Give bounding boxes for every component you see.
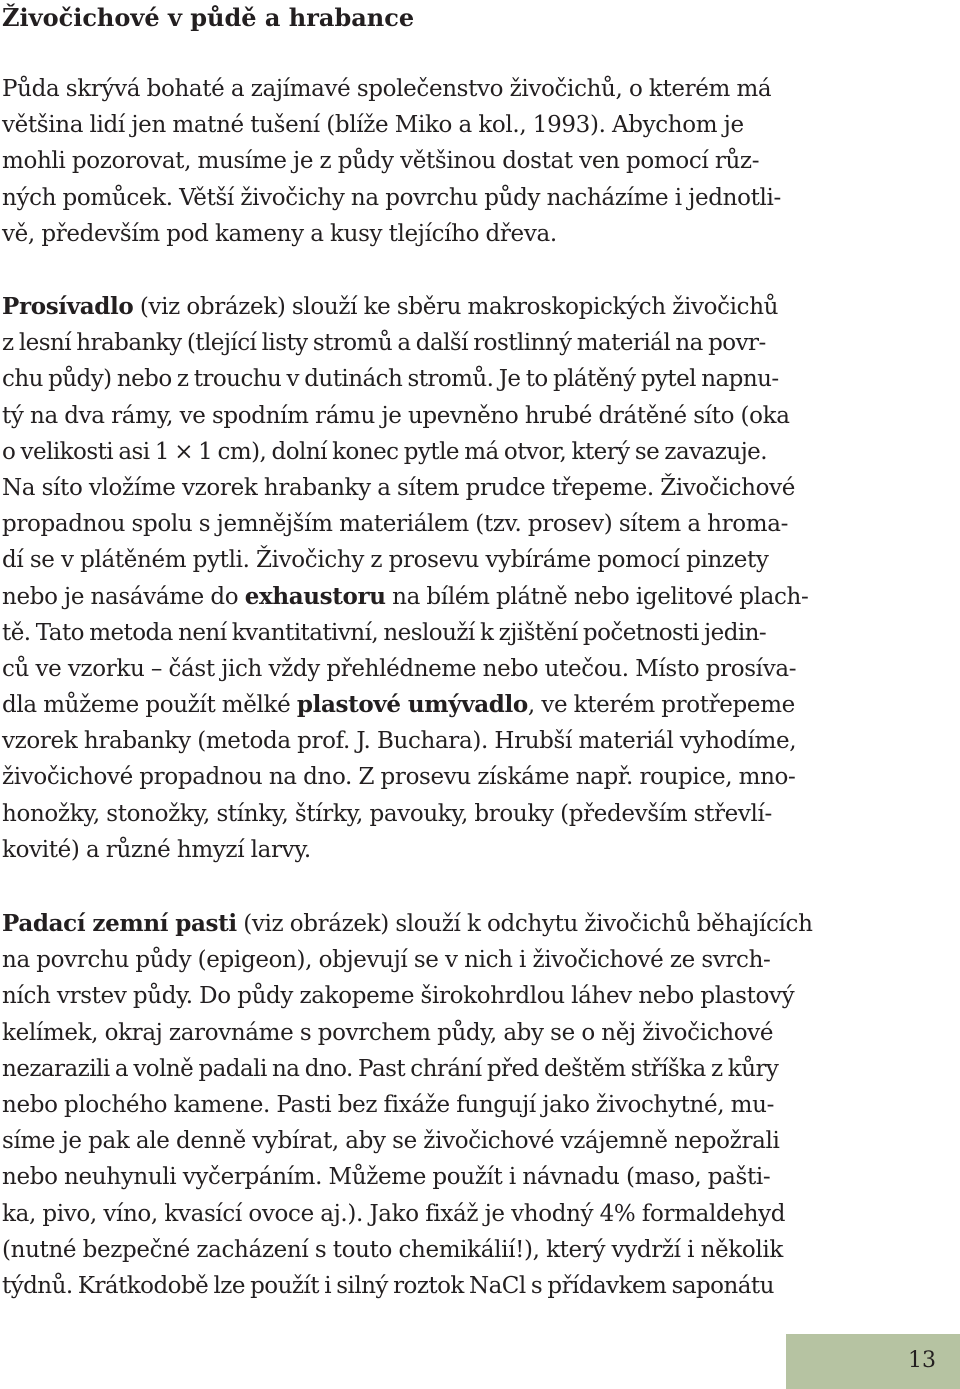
text-line: o velikosti asi 1 × 1 cm), dolní konec pytle má otvor, který se zavazuje.	[2, 438, 767, 465]
text-run: , ve kterém protřepeme	[527, 692, 795, 719]
paragraph-prosivadlo	[2, 289, 808, 868]
text-line: z lesní hrabanky (tlející listy stromů a další rostlinný materiál na povr-	[2, 330, 766, 357]
text-line: síme je pak ale denně vybírat, aby se živočichové vzájemně nepožrali	[2, 1128, 780, 1155]
text-line: honožky, stonožky, stínky, štírky, pavouky, brouky (především střevlí-	[2, 800, 772, 827]
text-line: dí se v plátěném pytli. Živočichy z prosevu vybíráme pomocí pinzety	[2, 547, 769, 574]
text-line: většina lidí jen matné tušení (blíže Miko a kol., 1993). Abychom je	[2, 112, 744, 139]
term-plastove-umyvadlo: plastové umývadlo	[296, 691, 528, 719]
text-line: na povrchu půdy (epigeon), objevují se v nich i živočichové ze svrch-	[2, 947, 771, 974]
text-line: ních vrstev půdy. Do půdy zakopeme širokohrdlou láhev nebo plastový	[2, 983, 795, 1010]
page-heading: Živočichové v půdě a hrabance	[2, 3, 415, 32]
text-line: živočichové propadnou na dno. Z prosevu získáme např. roupice, mno-	[2, 764, 796, 791]
text-line: ných pomůcek. Větší živočichy na povrchu půdy nacházíme i jednotli-	[2, 184, 781, 211]
text-line: nebo neuhynuli vyčerpáním. Můžeme použít i návnadu (maso, pašti-	[2, 1164, 771, 1191]
text-line: nezarazili a volně padali na dno. Past chrání před deštěm stříška z kůry	[2, 1055, 779, 1082]
text-line: (nutné bezpečné zacházení s touto chemikálií!), který vydrží i několik	[2, 1236, 783, 1263]
text-line: propadnou spolu s jemnějším materiálem (tzv. prosev) sítem a hroma-	[2, 511, 789, 538]
term-exhaustor: exhaustoru	[244, 582, 386, 610]
text-line: týdnů. Krátkodobě lze použít i silný roztok NaCl s přídavkem saponátu	[2, 1272, 774, 1299]
text-run: na bílém plátně nebo igelitové plach-	[385, 583, 809, 610]
text-line	[2, 687, 808, 723]
text-run: dla můžeme použít mělké	[2, 692, 297, 719]
term-prosivadlo: Prosívadlo	[2, 293, 134, 320]
page-number-box	[786, 1334, 960, 1389]
paragraph-intro	[2, 71, 781, 252]
text-line: nebo plochého kamene. Pasti bez fixáže fungují jako živochytné, mu-	[2, 1091, 774, 1118]
paragraph-padaci-pasti	[2, 906, 813, 1304]
text-line: vzorek hrabanky (metoda prof. J. Buchara). Hrubší materiál vyhodíme,	[2, 728, 797, 755]
text-line: ka, pivo, víno, kvasící ovoce aj.). Jako fixáž je vhodný 4% formaldehyd	[2, 1200, 786, 1227]
text-line	[2, 289, 808, 325]
term-padaci-zemni-pasti: Padací zemní pasti	[2, 910, 237, 937]
text-line	[2, 906, 813, 942]
text-line: ců ve vzorku – část jich vždy přehlédneme nebo utečou. Místo prosíva-	[2, 655, 797, 682]
text-line: chu půdy) nebo z trouchu v dutinách stromů. Je to plátěný pytel napnu-	[2, 366, 779, 393]
text-line: kelímek, okraj zarovnáme s povrchem půdy, aby se o něj živočichové	[2, 1019, 774, 1046]
page-number: 13	[908, 1348, 936, 1373]
text-run: (viz obrázek) slouží ke sběru makroskopických živočichů	[133, 294, 779, 320]
text-line: mohli pozorovat, musíme je z půdy většinou dostat ven pomocí růz-	[2, 148, 760, 175]
text-line: kovité) a různé hmyzí larvy.	[2, 836, 311, 863]
text-run: nebo je nasáváme do	[2, 583, 245, 610]
text-line	[2, 579, 808, 615]
text-run: (viz obrázek) slouží k odchytu živočichů běhajících	[236, 911, 813, 937]
text-line: Na síto vložíme vzorek hrabanky a sítem prudce třepeme. Živočichové	[2, 474, 795, 501]
text-line: tě. Tato metoda není kvantitativní, neslouží k zjištění početnosti jedin-	[2, 619, 767, 646]
text-line: Půda skrývá bohaté a zajímavé společenstvo živočichů, o kterém má	[2, 76, 772, 102]
text-line: vě, především pod kameny a kusy tlejícího dřeva.	[2, 220, 557, 247]
text-line: tý na dva rámy, ve spodním rámu je upevněno hrubé drátěné síto (oka	[2, 402, 790, 429]
